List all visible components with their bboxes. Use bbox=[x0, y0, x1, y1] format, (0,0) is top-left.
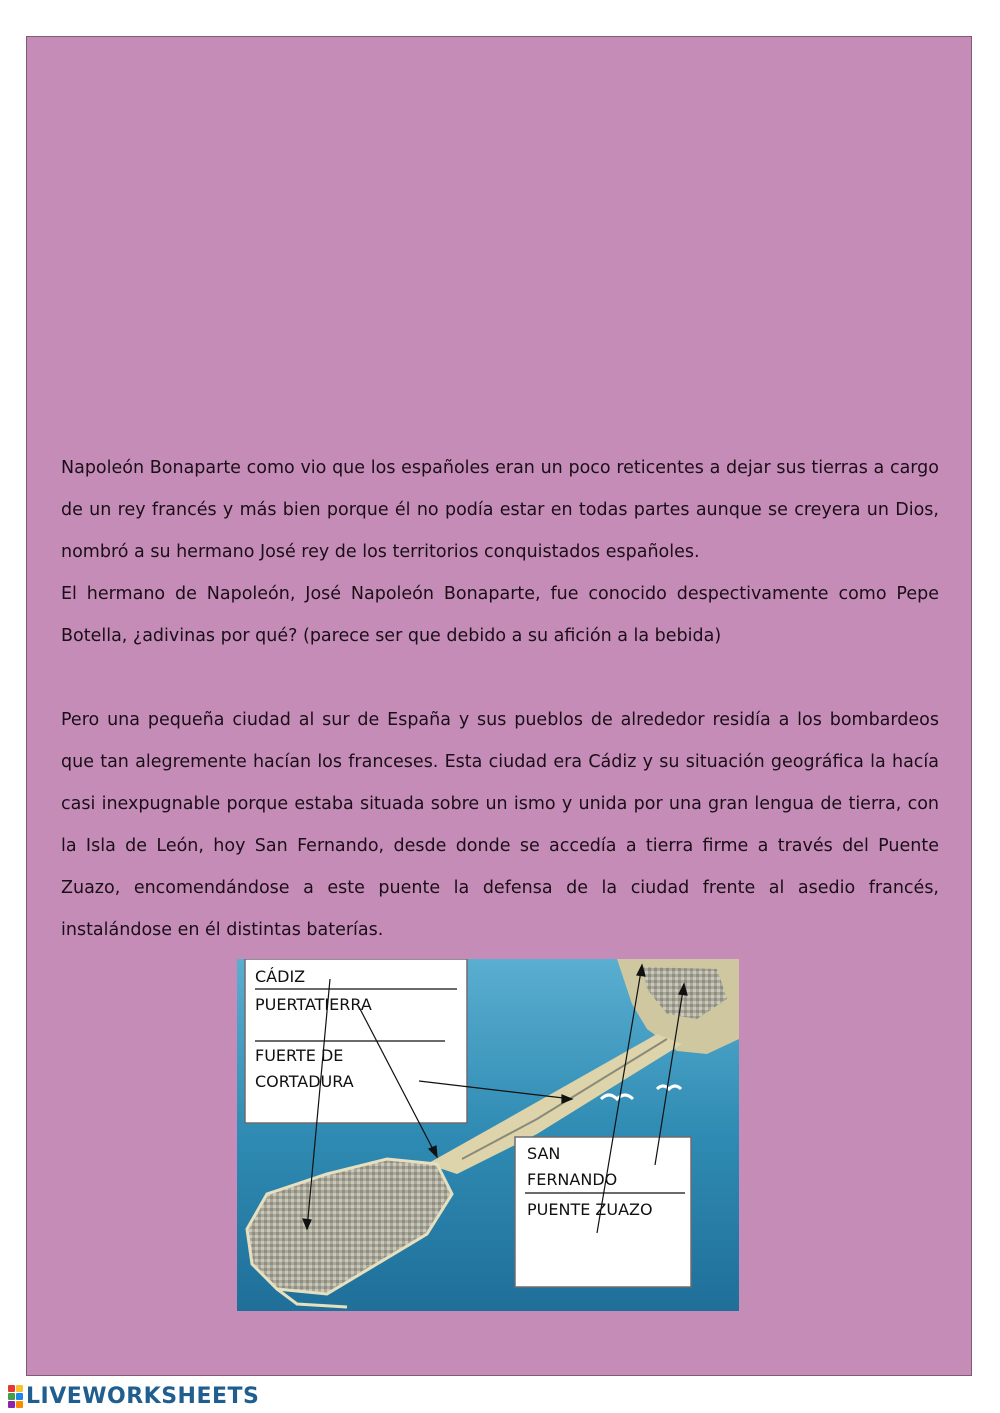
answer-puente-zuazo[interactable]: PUENTE ZUAZO bbox=[527, 1200, 653, 1219]
answer-cortadura[interactable]: CORTADURA bbox=[255, 1072, 354, 1091]
logo-blocks-icon bbox=[8, 1385, 23, 1408]
answer-cadiz[interactable]: CÁDIZ bbox=[255, 967, 306, 986]
text-block bbox=[61, 447, 939, 951]
worksheet-page bbox=[26, 36, 972, 1376]
answer-puertatierra[interactable]: PUERTATIERRA bbox=[255, 995, 372, 1014]
cadiz-map bbox=[237, 959, 739, 1311]
answer-san[interactable]: SAN bbox=[527, 1144, 561, 1163]
answer-fuerte-de[interactable]: FUERTE DE bbox=[255, 1046, 344, 1065]
answer-fernando[interactable]: FERNANDO bbox=[527, 1170, 618, 1189]
paragraph-pepe-botella: El hermano de Napoleón, José Napoleón Bonaparte, fue conocido despectivamente como Pepe Botella, ¿adivinas por qué? (parece ser que debido a su afición a la bebida) bbox=[61, 584, 939, 646]
liveworksheets-logo bbox=[8, 1382, 259, 1410]
paragraph-napoleon: Napoleón Bonaparte como vio que los españoles eran un poco reticentes a dejar sus tierras a cargo de un rey francés y más bien porque él no podía estar en todas partes aunque se creyera un Dios, nombró a su hermano José rey de los territorios conquistados españoles. bbox=[61, 458, 939, 562]
paragraph-cadiz: Pero una pequeña ciudad al sur de España y sus pueblos de alrededor residía a los bombardeos que tan alegremente hacían los franceses. Esta ciudad era Cádiz y su situación geográfica la hacía casi inexpugnable porque estaba situada sobre un ismo y unida por una gran lengua de tierra, con la Isla de León, hoy San Fernando, desde donde se accedía a tierra firme a través del Puente Zuazo, encomendándose a este puente la defensa de la ciudad frente al asedio francés, instalándose en él distintas baterías. bbox=[61, 710, 939, 940]
logo-text: LIVEWORKSHEETS bbox=[26, 1383, 260, 1409]
paragraph-spacer bbox=[61, 657, 939, 699]
